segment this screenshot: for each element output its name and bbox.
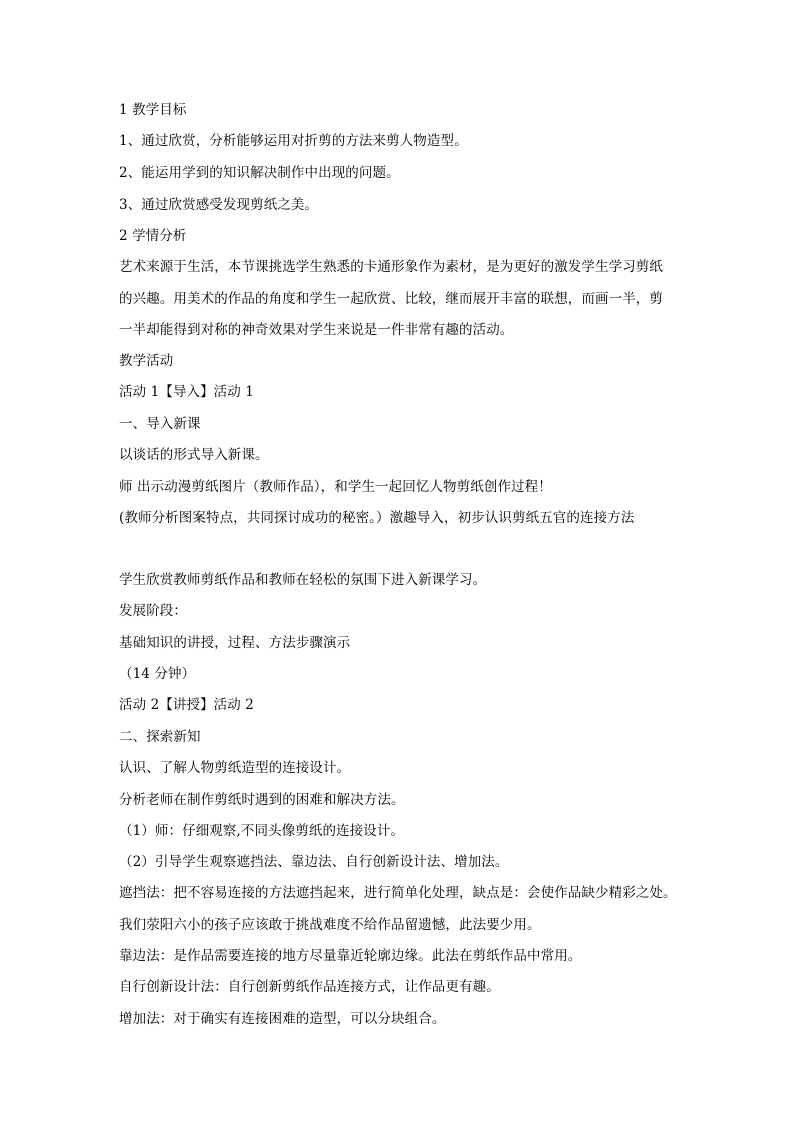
paragraph-line: 认识、了解人物剪纸造型的连接设计。 (119, 760, 351, 776)
paragraph-line: 学生欣赏教师剪纸作品和教师在轻松的氛围下进入新课学习。 (119, 572, 487, 588)
objective-item-2: 2、能运用学到的知识解决制作中出现的问题。 (119, 165, 400, 181)
section-heading-analysis: 2 学情分析 (119, 228, 187, 244)
method-addition: 增加法：对于确实有连接困难的造型，可以分块组合。 (119, 1011, 446, 1027)
objective-item-3: 3、通过欣赏感受发现剪纸之美。 (119, 197, 319, 213)
subheading-intro: 一、导入新课 (119, 416, 201, 432)
paragraph-line: 以谈话的形式导入新课。 (119, 447, 269, 463)
method-occlusion: 遮挡法：把不容易连接的方法遮挡起来，进行简单化处理，缺点是：会使作品缺少精彩之处。 (119, 885, 677, 901)
duration-note: （14 分钟） (119, 666, 196, 682)
paragraph-line: 艺术来源于生活，本节课挑选学生熟悉的卡通形象作为素材，是为更好的激发学生学习剪纸 (119, 259, 663, 275)
subheading-development: 发展阶段： (119, 603, 187, 619)
section-heading-activities: 教学活动 (119, 353, 174, 369)
section-heading-objectives: 1 教学目标 (119, 102, 187, 118)
paragraph-line: （2）引导学生观察遮挡法、靠边法、自行创新设计法、增加法。 (119, 854, 509, 870)
paragraph-line: 师 出示动漫剪纸图片（教师作品），和学生一起回忆人物剪纸创作过程！ (119, 479, 552, 495)
objective-item-1: 1、通过欣赏，分析能够运用对折剪的方法来剪人物造型。 (119, 133, 468, 149)
paragraph-line: 分析老师在制作剪纸时遇到的困难和解决方法。 (119, 792, 405, 808)
method-innovation: 自行创新设计法：自行创新剪纸作品连接方式，让作品更有趣。 (119, 979, 500, 995)
activity-1-heading: 活动 1【导入】活动 1 (119, 384, 254, 400)
paragraph-line: 的兴趣。用美术的作品的角度和学生一起欣赏、比较，继而展开丰富的联想，而画一半，剪 (119, 291, 663, 307)
activity-2-heading: 活动 2【讲授】活动 2 (119, 697, 254, 713)
paragraph-line: 我们荥阳六小的孩子应该敢于挑战难度不给作品留遗憾，此法要少用。 (119, 917, 541, 933)
method-edge: 靠边法：是作品需要连接的地方尽量靠近轮廓边缘。此法在剪纸作品中常用。 (119, 948, 582, 964)
paragraph-line: 基础知识的讲授，过程、方法步骤演示 (119, 635, 351, 651)
paragraph-line: 一半却能得到对称的神奇效果对学生来说是一件非常有趣的活动。 (119, 322, 514, 338)
subheading-explore: 二、探索新知 (119, 729, 201, 745)
paragraph-line: (教师分析图案特点，共同探讨成功的秘密。）激趣导入，初步认识剪纸五官的连接方法 (119, 510, 635, 526)
paragraph-line: （1）师：仔细观察,不同头像剪纸的连接设计。 (119, 823, 405, 839)
